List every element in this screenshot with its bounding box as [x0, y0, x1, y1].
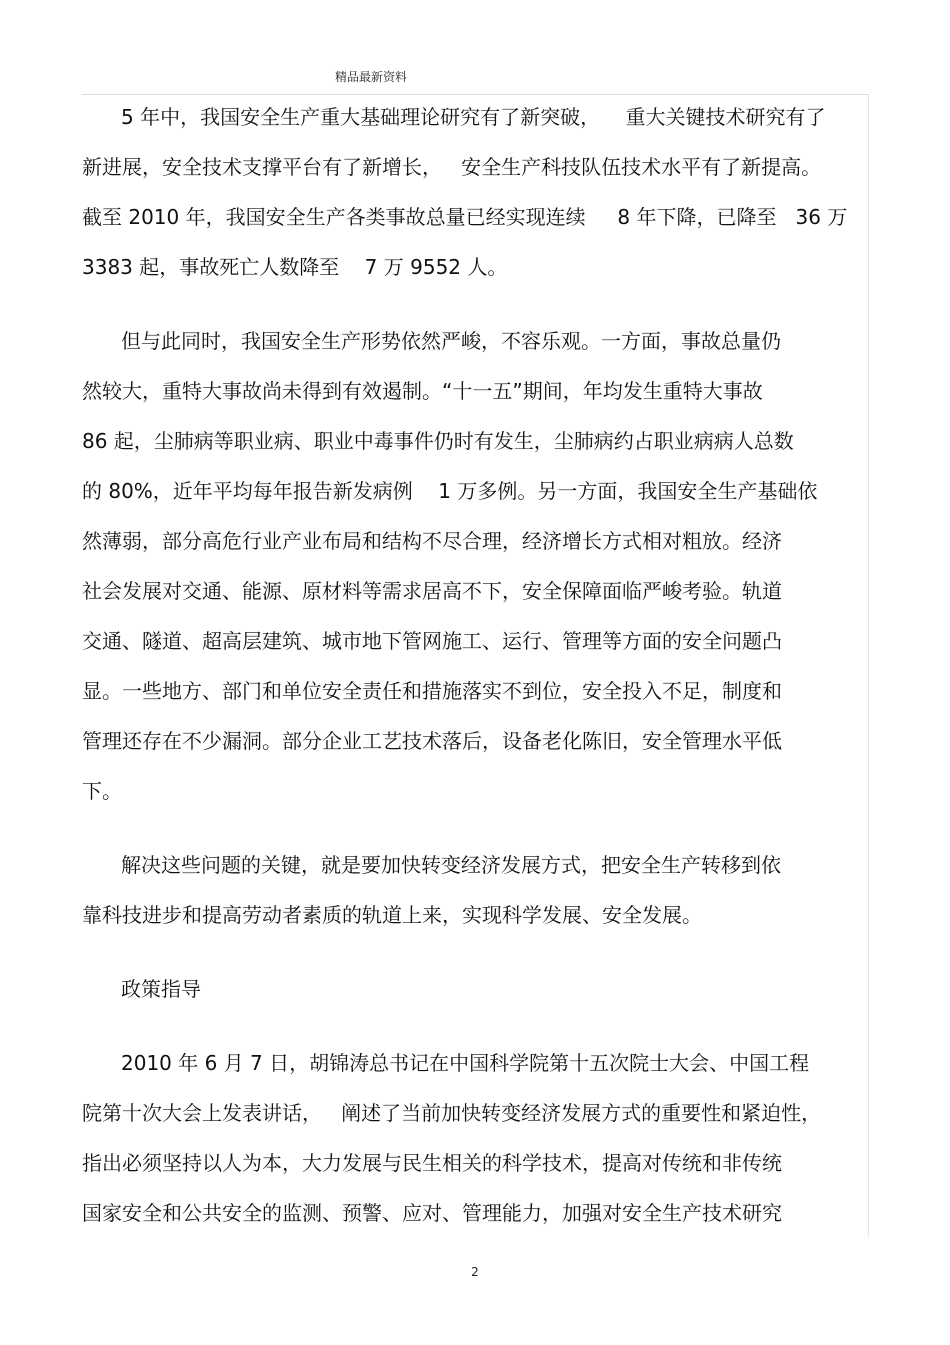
paragraph-1-line-2: 新进展，安全技术支撑平台有了新增长， 安全生产科技队伍技术水平有了新提高。	[82, 155, 822, 179]
paragraph-5-line-1: 2010 年 6 月 7 日，胡锦涛总书记在中国科学院第十五次院士大会、中国工程	[121, 1051, 810, 1075]
paragraph-2-line-9: 管理还存在不少漏洞。部分企业工艺技术落后，设备老化陈旧，安全管理水平低	[82, 729, 782, 753]
header-rule	[82, 94, 869, 95]
paragraph-5-line-3: 指出必须坚持以人为本，大力发展与民生相关的科学技术，提高对传统和非传统	[82, 1151, 782, 1175]
paragraph-2-line-2: 然较大，重特大事故尚未得到有效遏制。“十一五”期间，年均发生重特大事故	[82, 379, 763, 403]
paragraph-2-line-1: 但与此同时，我国安全生产形势依然严峻，不容乐观。一方面，事故总量仍	[121, 329, 781, 353]
page-header: 精品最新资料	[335, 70, 408, 84]
paragraph-3-line-1: 解决这些问题的关键，就是要加快转变经济发展方式，把安全生产转移到依	[121, 853, 781, 877]
paragraph-2-line-8: 显。一些地方、部门和单位安全责任和措施落实不到位，安全投入不足，制度和	[82, 679, 782, 703]
paragraph-5-line-4: 国家安全和公共安全的监测、预警、应对、管理能力，加强对安全生产技术研究	[82, 1201, 782, 1225]
paragraph-1-line-4: 3383 起，事故死亡人数降至 7 万 9552 人。	[82, 255, 508, 279]
paragraph-3-line-2: 靠科技进步和提高劳动者素质的轨道上来，实现科学发展、安全发展。	[82, 903, 702, 927]
paragraph-2-line-10: 下。	[82, 779, 122, 803]
paragraph-2-line-5: 然薄弱，部分高危行业产业布局和结构不尽合理，经济增长方式相对粗放。经济	[82, 529, 782, 553]
right-margin-rule	[868, 94, 869, 1237]
page-number: 2	[471, 1265, 479, 1279]
paragraph-1-line-3: 截至 2010 年，我国安全生产各类事故总量已经实现连续 8 年下降，已降至 36 万	[82, 205, 848, 229]
paragraph-2-line-3: 86 起，尘肺病等职业病、职业中毒事件仍时有发生，尘肺病约占职业病病人总数	[82, 429, 794, 453]
paragraph-2-line-6: 社会发展对交通、能源、原材料等需求居高不下，安全保障面临严峻考验。轨道	[82, 579, 782, 603]
paragraph-5-line-2: 院第十次大会上发表讲话， 阐述了当前加快转变经济发展方式的重要性和紧迫性，	[82, 1101, 822, 1125]
paragraph-2-line-4: 的 80%，近年平均每年报告新发病例 1 万多例。另一方面，我国安全生产基础依	[82, 479, 818, 503]
paragraph-2-line-7: 交通、隧道、超高层建筑、城市地下管网施工、运行、管理等方面的安全问题凸	[82, 629, 782, 653]
paragraph-1-line-1: 5 年中，我国安全生产重大基础理论研究有了新突破， 重大关键技术研究有了	[121, 105, 826, 129]
section-heading: 政策指导	[121, 977, 201, 1001]
